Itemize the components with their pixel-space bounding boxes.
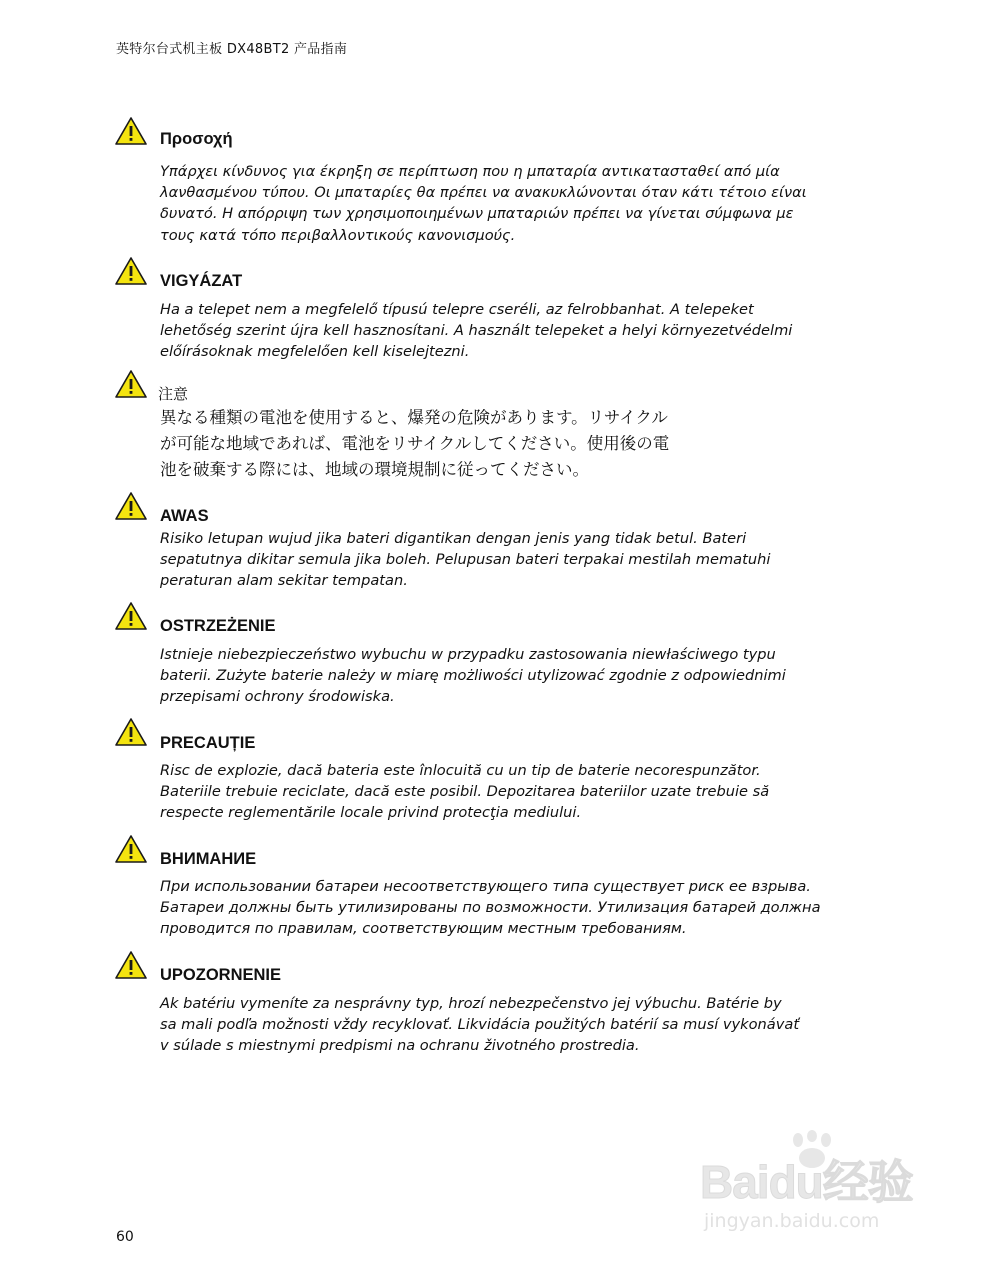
body-line: peraturan alam sekitar tempatan. [160, 572, 408, 590]
body-line: baterii. Zużyte baterie należy w miarę możliwości utylizować zgodnie z odpowiednimi [160, 667, 786, 685]
section-body-japanese [160, 405, 720, 483]
warning-icon [114, 116, 148, 146]
warning-icon [114, 256, 148, 286]
section-title-hungarian: VIGYÁZAT [160, 272, 243, 290]
body-line: Istnieje niebezpieczeństwo wybuchu w przypadku zastosowania niewłaściwego typu [160, 646, 776, 663]
body-line: Ak batériu vymeníte za nesprávny typ, hrozí nebezpečenstvo jej výbuchu. Batérie by [160, 995, 782, 1012]
body-line: v súlade s miestnymi predpismi na ochranu životného prostredia. [160, 1037, 640, 1055]
warning-icon [114, 834, 148, 864]
section-body-greek [160, 161, 880, 246]
body-line: przepisami ochrony środowiska. [160, 688, 395, 706]
body-line: Bateriile trebuie reciclate, dacă este posibil. Depozitarea bateriilor uzate trebuie să [160, 783, 770, 801]
section-body-slovak [160, 993, 880, 1057]
warning-icon [114, 369, 148, 399]
body-line: sepatutnya dikitar semula jika boleh. Pelupusan bateri terpakai mestilah mematuhi [160, 551, 771, 569]
body-line: δυνατό. Η απόρριψη των χρησιμοποιημένων μπαταριών πρέπει να γίνεται σύμφωνα με [160, 205, 794, 223]
body-line: 池を破棄する際には、地域の環境規制に従ってください。 [160, 460, 589, 479]
body-line: τους κατά τόπο περιβαλλοντικούς κανονισμούς. [160, 226, 516, 244]
warning-icon [114, 717, 148, 747]
body-line: 異なる種類の電池を使用すると、爆発の危険があります。リサイクル [160, 408, 668, 427]
body-line: проводится по правилам, соответствующим местным требованиям. [160, 920, 687, 938]
section-title-romanian: PRECAUȚIE [160, 734, 256, 752]
body-line: が可能な地域であれば、電池をリサイクルしてください。使用後の電 [160, 434, 670, 453]
baidu-watermark [700, 1130, 940, 1240]
page-number: 60 [116, 1229, 134, 1245]
body-line: Risc de explozie, dacă bateria este înlocuită cu un tip de baterie necorespunzător. [160, 762, 761, 779]
section-title-russian: ВНИМАНИЕ [160, 850, 257, 868]
body-line: Risiko letupan wujud jika bateri digantikan dengan jenis yang tidak betul. Bateri [160, 530, 747, 547]
body-line: lehetőség szerint újra kell hasznosítani. A használt telepeket a helyi környezetvédelmi [160, 322, 793, 340]
section-title-polish: OSTRZEŻENIE [160, 617, 276, 635]
section-body-malay [160, 528, 880, 592]
section-title-slovak: UPOZORNENIE [160, 966, 282, 984]
section-body-polish [160, 644, 880, 708]
section-title-japanese: 注意 [158, 386, 189, 403]
warning-icon [114, 601, 148, 631]
section-body-russian [160, 876, 880, 940]
watermark-logo: Baidu经验 [700, 1156, 913, 1208]
body-line: Ha a telepet nem a megfelelő típusú telepre cseréli, az felrobbanhat. A telepeket [160, 301, 754, 318]
body-line: Батареи должны быть утилизированы по возможности. Утилизация батарей должна [160, 899, 821, 917]
body-line: előírásoknak megfelelően kell kiselejtezni. [160, 343, 470, 361]
section-title-malay: AWAS [160, 507, 209, 525]
section-body-hungarian [160, 299, 880, 363]
section-title-greek: Προσοχή [160, 130, 233, 148]
page-header: 英特尔台式机主板 DX48BT2 产品指南 [116, 42, 348, 57]
body-line: sa mali podľa možnosti vždy recyklovať. Likvidácia použitých batérií sa musí vykonávať [160, 1016, 800, 1034]
body-line: respecte reglementările locale privind protecţia mediului. [160, 804, 582, 822]
warning-icon [114, 950, 148, 980]
watermark-url: jingyan.baidu.com [704, 1210, 880, 1232]
body-line: λανθασμένου τύπου. Οι μπαταρίες θα πρέπει να ανακυκλώνονται όταν κάτι τέτοιο είναι [160, 184, 807, 202]
warning-icon [114, 491, 148, 521]
body-line: Υπάρχει κίνδυνος για έκρηξη σε περίπτωση που η μπαταρία αντικατασταθεί από μία [160, 163, 780, 180]
section-body-romanian [160, 760, 880, 824]
body-line: При использовании батареи несоответствующего типа существует риск ее взрыва. [160, 878, 811, 895]
